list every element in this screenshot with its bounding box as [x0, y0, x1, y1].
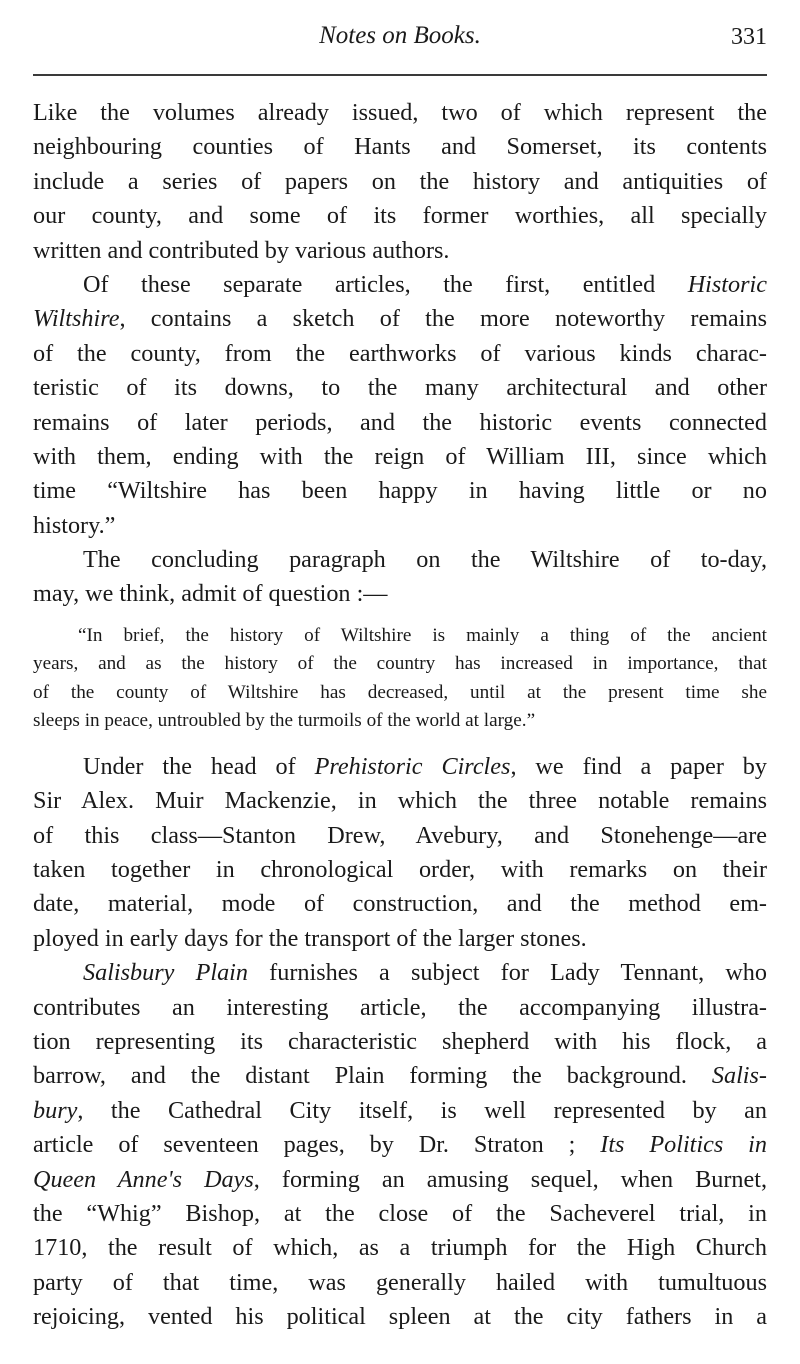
paragraph-historic-wiltshire	[33, 268, 767, 543]
text-line: Salisbury Plain furnishes a subject for Lady Tennant, who	[83, 959, 767, 987]
italic-title: Its Politics in	[600, 1131, 767, 1159]
text-line: rejoicing, vented his political spleen at the city fathers in a	[33, 1303, 767, 1331]
text-line: tion representing its characteristic shepherd with his flock, a	[33, 1027, 767, 1055]
text-line: bury, the Cathedral City itself, is well represented by an	[33, 1096, 767, 1124]
italic-title: Historic	[687, 270, 767, 298]
text-line: history.”	[33, 511, 116, 539]
text-line: Queen Anne's Days, forming an amusing sequel, when Burnet,	[33, 1165, 767, 1193]
text-line: written and contributed by various authors.	[33, 236, 450, 264]
text-line: Sir Alex. Muir Mackenzie, in which the three notable remains	[33, 787, 767, 815]
italic-title: bury	[33, 1096, 78, 1124]
quote-line: “In brief, the history of Wiltshire is mainly a thing of the ancient	[78, 624, 767, 646]
paragraph-intro	[33, 96, 767, 268]
running-title: Notes on Books.	[319, 22, 481, 49]
text-line: article of seventeen pages, by Dr. Straton ; Its Politics in	[33, 1131, 767, 1159]
text-line: with them, ending with the reign of William III, since which	[33, 442, 767, 470]
text-line: the “Whig” Bishop, at the close of the Sacheverel trial, in	[33, 1199, 767, 1227]
italic-title: Salisbury Plain	[83, 959, 248, 987]
paragraph-concluding	[33, 543, 767, 612]
text-line: The concluding paragraph on the Wiltshire of to-day,	[83, 546, 767, 574]
italic-title: Salis-	[711, 1062, 767, 1090]
italic-title: Prehistoric Circles	[314, 752, 511, 780]
block-quote	[33, 622, 767, 736]
paragraph-salisbury	[33, 956, 767, 1334]
text-line: our county, and some of its former worthies, all specially	[33, 202, 767, 230]
text-line: barrow, and the distant Plain forming the background. Salis-	[33, 1062, 767, 1090]
header-rule	[33, 74, 767, 76]
italic-title: Queen Anne's Days	[33, 1165, 254, 1193]
body-text	[33, 96, 767, 1335]
text-line: 1710, the result of which, as a triumph for the High Church	[33, 1234, 767, 1262]
text-line: include a series of papers on the history and antiquities of	[33, 167, 767, 195]
text-line: time “Wiltshire has been happy in having little or no	[33, 477, 767, 505]
quote-line: years, and as the history of the country has increased in importance, that	[33, 653, 767, 675]
text-line: date, material, mode of construction, and the method em-	[33, 890, 767, 918]
quote-line: of the county of Wiltshire has decreased, until at the present time she	[33, 681, 767, 703]
text-line: Under the head of Prehistoric Circles, we find a paper by	[83, 752, 767, 780]
text-line: party of that time, was generally hailed with tumultuous	[33, 1268, 767, 1296]
text-line: neighbouring counties of Hants and Somerset, its contents	[33, 133, 767, 161]
text-line: Of these separate articles, the first, entitled Historic	[83, 270, 767, 298]
text-line: contributes an interesting article, the accompanying illustra-	[33, 993, 767, 1021]
page-header	[33, 0, 767, 80]
text-line: teristic of its downs, to the many architectural and other	[33, 374, 767, 402]
text-line: may, we think, admit of question :—	[33, 580, 388, 608]
quote-line: sleeps in peace, untroubled by the turmoils of the world at large.”	[33, 710, 536, 732]
page-number: 331	[731, 24, 767, 50]
italic-title: Wiltshire	[33, 305, 120, 333]
text-line: taken together in chronological order, with remarks on their	[33, 856, 767, 884]
text-line: of this class—Stanton Drew, Avebury, and Stonehenge—are	[33, 821, 767, 849]
text-line: ployed in early days for the transport of the larger stones.	[33, 924, 587, 952]
text-line: remains of later periods, and the historic events connected	[33, 408, 767, 436]
text-line: Wiltshire, contains a sketch of the more noteworthy remains	[33, 305, 767, 333]
text-line: Like the volumes already issued, two of which represent the	[33, 99, 767, 126]
text-line: of the county, from the earthworks of various kinds charac-	[33, 339, 767, 367]
paragraph-prehistoric-circles	[33, 750, 767, 956]
